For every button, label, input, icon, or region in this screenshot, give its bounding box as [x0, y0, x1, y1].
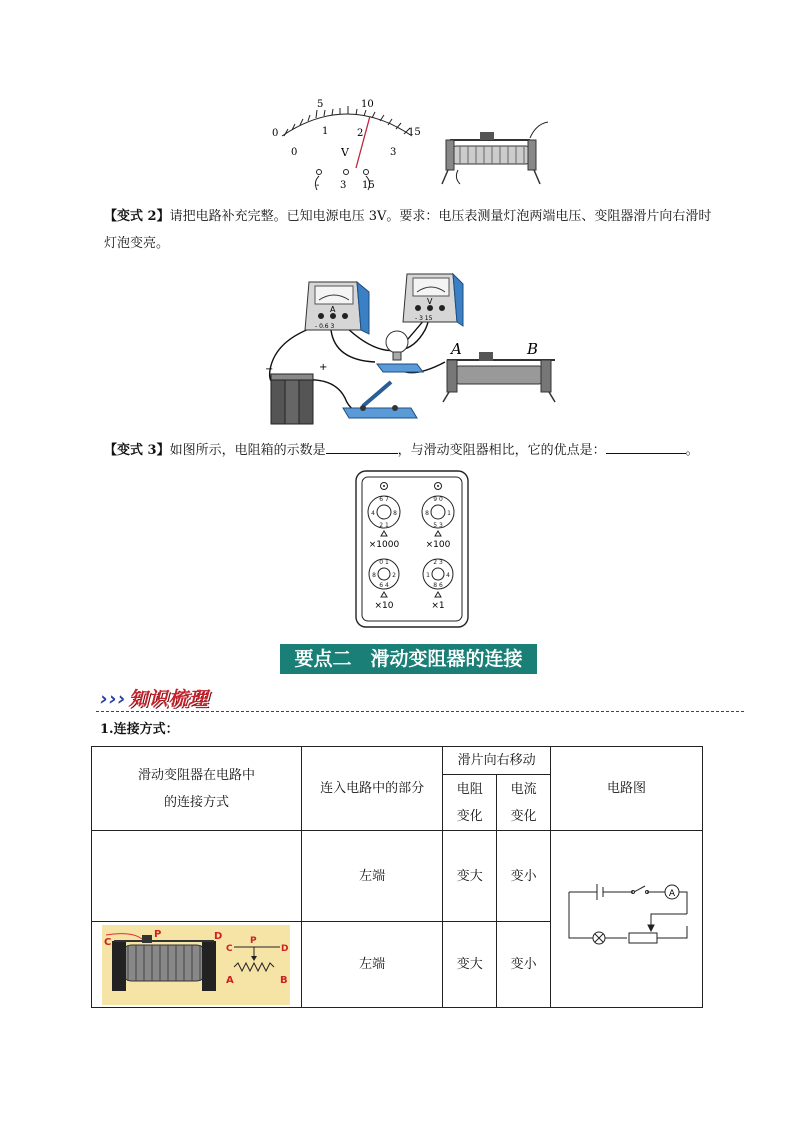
terminal-3: 3	[340, 180, 347, 191]
header-method-line2: 的连接方式	[163, 794, 229, 810]
rheostat-terminal-b: B	[527, 340, 539, 358]
circuit-schematic	[557, 874, 697, 964]
row2-part: 左端	[301, 922, 442, 1008]
svg-text:9 0: 9 0	[433, 496, 443, 503]
header-current-line2: 变化	[510, 808, 537, 824]
svg-text:1: 1	[426, 572, 430, 579]
header-resistance	[443, 775, 497, 831]
item1-label: 1.连接方式：	[100, 722, 179, 737]
connection-table	[91, 746, 703, 1008]
scale-top-0: 0	[272, 128, 279, 139]
terminal-minus: -	[316, 180, 320, 191]
row1-resistance: 变大	[443, 831, 497, 922]
variant3-text-before: 如图所示，电阻箱的示数是	[169, 443, 326, 458]
multiplier-1: ×1	[431, 601, 445, 611]
ammeter-symbol: A	[330, 305, 336, 314]
multiplier-1000: ×1000	[368, 540, 400, 550]
svg-text:0 1: 0 1	[379, 559, 389, 566]
header-resistance-line1: 电阻	[456, 781, 483, 797]
variant3-question	[104, 437, 744, 464]
header-method-line1: 滑动变阻器在电路中	[137, 767, 255, 783]
circuit-apparatus-figure	[265, 270, 565, 430]
header-resistance-line2: 变化	[456, 808, 483, 824]
row2-resistance: 变大	[443, 922, 497, 1008]
scale-bottom-1: 1	[322, 126, 329, 137]
voltmeter-symbol: V	[427, 297, 433, 306]
row2-method	[92, 922, 302, 1008]
switch	[343, 382, 417, 418]
table-row	[92, 831, 703, 922]
scale-top-5: 5	[317, 99, 324, 110]
ammeter-terminal-labels: - 0.6 3	[315, 323, 335, 330]
svg-text:8: 8	[425, 510, 429, 517]
ammeter-device	[305, 282, 369, 334]
rheo-letter-d: D	[214, 930, 223, 942]
rheo-letter-a: A	[226, 974, 235, 986]
rheostat-photo	[102, 925, 290, 1005]
voltmeter-terminal-labels: - 3 15	[415, 315, 433, 322]
svg-text:8: 8	[393, 510, 397, 517]
rheo-letter-d-schematic: D	[281, 943, 289, 954]
svg-text:4: 4	[446, 572, 450, 579]
row1-part: 左端	[301, 831, 442, 922]
header-current	[497, 775, 551, 831]
header-current-line1: 电流	[510, 781, 537, 797]
battery-pack	[265, 362, 327, 424]
svg-text:6 4: 6 4	[379, 582, 389, 589]
multiplier-100: ×100	[425, 540, 451, 550]
voltmeter-scale-figure	[262, 96, 432, 196]
dashed-divider	[96, 711, 744, 712]
section-title: 要点二 滑动变阻器的连接	[280, 644, 537, 674]
rheo-letter-c-schematic: C	[226, 943, 234, 954]
header-method	[92, 747, 302, 831]
svg-text:8: 8	[372, 572, 376, 579]
scale-top-10: 10	[361, 99, 374, 110]
rheo-letter-p-schematic: P	[250, 935, 258, 946]
multiplier-10: ×10	[374, 601, 394, 611]
variant3-text-mid: ，与滑动变阻器相比，它的优点是：	[397, 443, 606, 458]
variant2-text: 请把电路补充完整。已知电源电压 3V。要求：电压表测量灯泡两端电压、变阻器滑片向右滑时灯泡变亮。	[104, 209, 712, 251]
circuit-diagram-cell	[551, 831, 703, 1008]
schematic-ammeter-label: A	[668, 889, 675, 899]
svg-text:1: 1	[447, 510, 451, 517]
advantage-blank[interactable]	[606, 439, 686, 454]
row1-current: 变小	[497, 831, 551, 922]
svg-text:8 6: 8 6	[433, 582, 443, 589]
variant2-label: 【变式 2】	[104, 209, 170, 224]
scale-bottom-2: 2	[357, 128, 364, 139]
scale-top-15: 15	[408, 127, 421, 138]
variant2-question	[104, 203, 724, 257]
badge-arrows: ›››	[100, 688, 127, 710]
variant3-text-end: 。	[685, 443, 699, 458]
header-part: 连入电路中的部分	[301, 747, 442, 831]
variant3-label: 【变式 3】	[104, 443, 170, 458]
terminal-15: 15	[362, 180, 375, 191]
header-diagram: 电路图	[551, 747, 703, 831]
svg-text:2: 2	[392, 572, 396, 579]
row2-current: 变小	[497, 922, 551, 1008]
lamp	[377, 331, 423, 372]
svg-text:2 1: 2 1	[379, 522, 389, 529]
svg-text:6 7: 6 7	[379, 496, 389, 503]
header-move: 滑片向右移动	[443, 747, 551, 775]
resistance-reading-blank[interactable]	[326, 439, 398, 454]
rheo-letter-c: C	[104, 936, 112, 948]
battery-plus: +	[319, 362, 328, 373]
rheostat-figure-top	[438, 112, 558, 192]
row1-method	[92, 831, 302, 922]
rheostat-terminal-a: A	[451, 340, 462, 358]
scale-bottom-0: 0	[291, 147, 298, 158]
resistance-box-figure	[355, 470, 469, 628]
svg-text:4: 4	[371, 510, 375, 517]
svg-text:5 3: 5 3	[433, 522, 443, 529]
rheo-letter-b: B	[280, 974, 289, 986]
voltmeter-unit: V	[341, 146, 349, 159]
knowledge-badge	[100, 684, 209, 710]
battery-minus: −	[265, 364, 274, 375]
svg-text:2 3: 2 3	[433, 559, 443, 566]
badge-text: 知识梳理	[128, 688, 209, 710]
voltmeter-device	[403, 274, 463, 326]
scale-bottom-3: 3	[390, 147, 397, 158]
rheostat-device	[443, 340, 555, 402]
rheo-letter-p: P	[154, 928, 162, 940]
